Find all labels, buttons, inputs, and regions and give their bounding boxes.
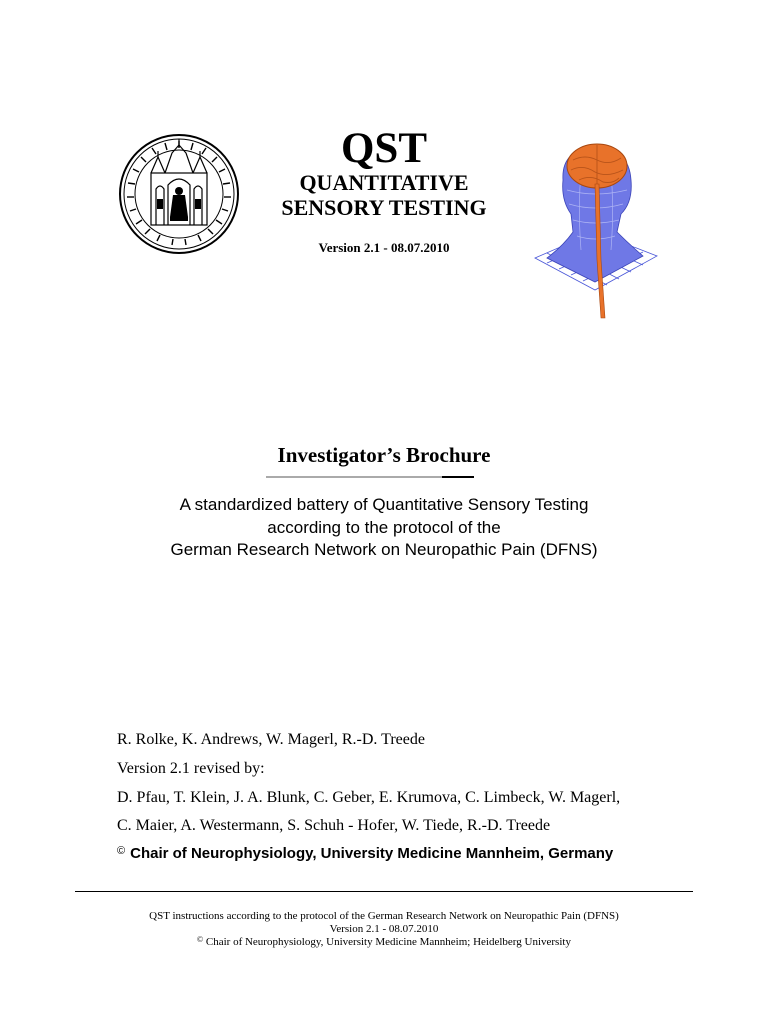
copyright-chair xyxy=(117,844,613,864)
footer-line-2: Version 2.1 - 08.07.2010 xyxy=(329,923,439,935)
subtitle-line-1: QUANTITATIVE xyxy=(299,170,469,195)
footer-line-3 xyxy=(0,935,768,949)
copyright-symbol: © xyxy=(117,845,126,857)
description-line-3: German Research Network on Neuropathic Pain (DFNS) xyxy=(170,540,598,559)
subtitle-line-2: SENSORY TESTING xyxy=(281,195,487,220)
footer-copyright-symbol: © xyxy=(197,935,204,944)
document-title: QST xyxy=(340,125,428,172)
revisers-line-1: D. Pfau, T. Klein, J. A. Blunk, C. Geber, E. Krumova, C. Limbeck, W. Magerl, xyxy=(117,789,621,806)
chair-text: Chair of Neurophysiology, University Medicine Mannheim, Germany xyxy=(130,845,614,862)
revisers-line-2: C. Maier, A. Westermann, S. Schuh - Hofer, W. Tiede, R.-D. Treede xyxy=(117,817,551,834)
footer-chair-text: Chair of Neurophysiology, University Medicine Mannheim; Heidelberg University xyxy=(205,936,571,948)
footer-line-1: QST instructions according to the protocol of the German Research Network on Neuropathic Pain (DFNS) xyxy=(149,910,619,922)
description-line-2: according to the protocol of the xyxy=(267,518,501,537)
revision-label: Version 2.1 revised by: xyxy=(117,760,265,777)
version-label: Version 2.1 - 08.07.2010 xyxy=(318,240,450,255)
heading-underline xyxy=(266,476,474,478)
authors-line: R. Rolke, K. Andrews, W. Magerl, R.-D. Treede xyxy=(117,731,425,748)
footer-divider xyxy=(75,891,693,892)
description-line-1: A standardized battery of Quantitative Sensory Testing xyxy=(179,495,589,514)
brochure-heading: Investigator’s Brochure xyxy=(277,443,491,467)
